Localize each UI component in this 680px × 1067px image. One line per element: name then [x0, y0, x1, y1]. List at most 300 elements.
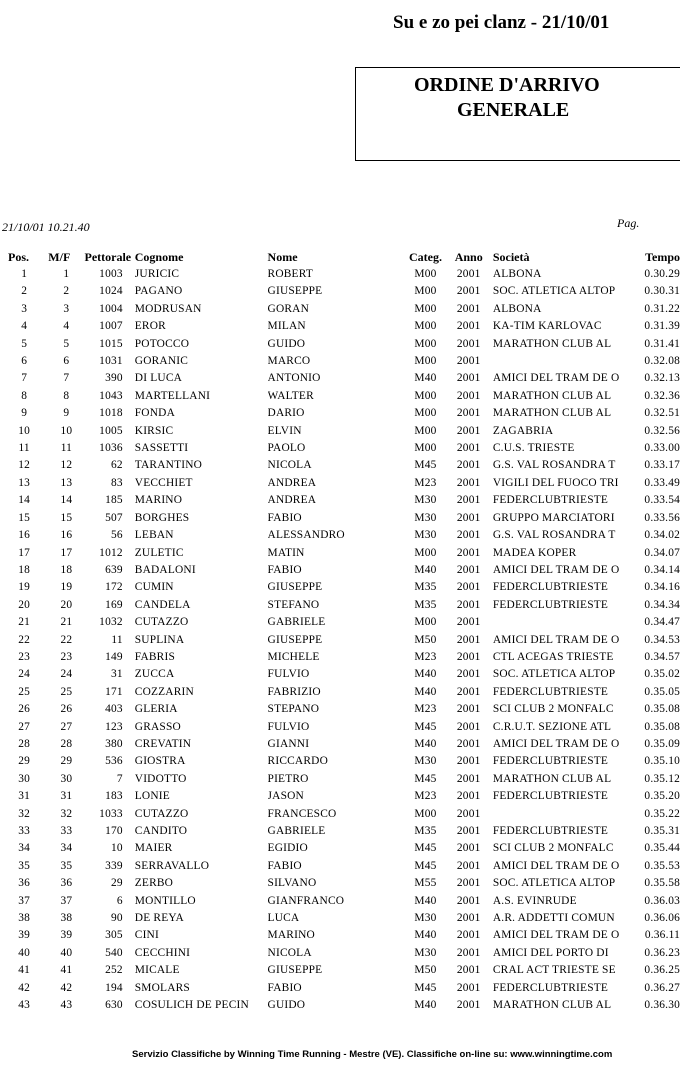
cell-nome: FABRIZIO: [267, 685, 321, 698]
cell-anno: 2001: [456, 268, 481, 280]
cell-tempo: 0.34.53: [644, 633, 680, 646]
cell-societa: GRUPPO MARCIATORI: [492, 511, 615, 524]
table-row: [0, 579, 680, 596]
table-row: [0, 475, 680, 492]
cell-cognome: SUPLINA: [134, 633, 185, 646]
cell-pettorale: 31: [110, 668, 123, 681]
cell-mf: 17: [60, 546, 73, 559]
cell-nome: DARIO: [267, 407, 305, 420]
cell-tempo: 0.35.10: [644, 755, 680, 768]
cell-pettorale: 83: [110, 476, 123, 489]
cell-tempo: 0.35.12: [644, 772, 680, 785]
cell-societa: A.R. ADDETTI COMUN: [492, 912, 615, 925]
cell-anno: 2001: [456, 424, 481, 437]
cell-cognome: VECCHIET: [134, 476, 193, 489]
cell-anno: 2001: [456, 320, 481, 333]
cell-societa: AMICI DEL TRAM DE O: [492, 737, 620, 750]
table-row: [0, 701, 680, 718]
table-row: [0, 875, 680, 892]
cell-pos: 19: [18, 581, 31, 594]
cell-pettorale: 630: [105, 999, 123, 1012]
cell-categ: M00: [414, 268, 437, 280]
cell-cognome: MAIER: [134, 842, 173, 855]
cell-categ: M00: [414, 807, 437, 820]
cell-categ: M30: [414, 529, 437, 542]
cell-mf: 41: [60, 964, 73, 977]
cell-nome: WALTER: [267, 389, 314, 402]
cell-mf: 16: [60, 529, 73, 542]
cell-tempo: 0.33.00: [644, 442, 680, 455]
cell-pos: 21: [18, 616, 31, 629]
cell-societa: MARATHON CLUB AL: [492, 407, 612, 420]
table-row: [0, 492, 680, 509]
cell-mf: 13: [60, 476, 73, 489]
cell-societa: G.S. VAL ROSANDRA T: [492, 459, 616, 472]
cell-categ: M23: [414, 790, 437, 803]
cell-tempo: 0.33.17: [644, 459, 680, 472]
report-title-line1: ORDINE D'ARRIVO: [414, 74, 600, 96]
cell-cognome: MODRUSAN: [134, 302, 202, 315]
cell-mf: 37: [60, 894, 73, 907]
cell-cognome: BADALONI: [134, 563, 196, 576]
cell-anno: 2001: [456, 285, 481, 298]
cell-tempo: 0.31.39: [644, 320, 680, 333]
cell-anno: 2001: [456, 442, 481, 455]
cell-nome: NICOLA: [267, 946, 312, 959]
cell-anno: 2001: [456, 703, 481, 716]
cell-nome: GABRIELE: [267, 825, 326, 837]
cell-societa: MADEA KOPER: [492, 546, 577, 559]
cell-mf: 15: [60, 511, 73, 524]
cell-nome: FABIO: [267, 859, 302, 872]
cell-pos: 39: [18, 929, 31, 942]
event-title: Su e zo pei clanz - 21/10/01: [393, 12, 610, 33]
cell-anno: 2001: [456, 964, 481, 977]
cell-cognome: MARTELLANI: [134, 389, 211, 402]
cell-nome: NICOLA: [267, 459, 312, 472]
cell-pettorale: 540: [105, 946, 123, 959]
cell-pos: 30: [18, 772, 31, 785]
table-row: [0, 597, 680, 614]
cell-societa: SCI CLUB 2 MONFALC: [492, 842, 614, 855]
cell-categ: M30: [414, 494, 437, 507]
cell-cognome: MARINO: [134, 494, 183, 507]
cell-cognome: CUMIN: [134, 581, 174, 594]
cell-pos: 4: [21, 320, 28, 333]
cell-tempo: 0.34.07: [644, 546, 680, 559]
cell-nome: ANDREA: [267, 494, 317, 507]
cell-tempo: 0.34.34: [644, 598, 680, 611]
table-row: [0, 318, 680, 335]
cell-categ: M55: [414, 877, 437, 890]
table-row: [0, 649, 680, 666]
cell-mf: 4: [63, 320, 70, 333]
cell-cognome: ZULETIC: [134, 546, 184, 559]
cell-tempo: 0.34.57: [644, 650, 680, 663]
cell-pettorale: 507: [105, 511, 123, 524]
cell-mf: 11: [60, 442, 73, 455]
table-row: [0, 927, 680, 944]
cell-pettorale: 1032: [99, 616, 123, 629]
cell-tempo: 0.36.11: [644, 929, 680, 942]
cell-categ: M00: [414, 407, 437, 420]
cell-categ: M50: [414, 633, 437, 646]
cell-anno: 2001: [456, 737, 481, 750]
cell-pos: 38: [18, 912, 31, 925]
cell-tempo: 0.35.09: [644, 737, 680, 750]
cell-pos: 12: [18, 459, 31, 472]
cell-pos: 36: [18, 877, 31, 890]
cell-categ: M30: [414, 755, 437, 768]
cell-pettorale: 536: [105, 755, 123, 768]
cell-societa: AMICI DEL TRAM DE O: [492, 633, 620, 646]
cell-mf: 20: [60, 598, 73, 611]
cell-pettorale: 1012: [99, 546, 123, 559]
table-row: [0, 753, 680, 770]
cell-tempo: 0.36.27: [644, 981, 680, 994]
cell-pettorale: 56: [110, 529, 123, 542]
cell-mf: 35: [60, 859, 73, 872]
cell-anno: 2001: [456, 616, 481, 629]
cell-anno: 2001: [456, 685, 481, 698]
cell-pos: 10: [18, 424, 31, 437]
col-header-pos: Pos.: [8, 250, 29, 264]
cell-nome: LUCA: [267, 912, 300, 925]
cell-cognome: GLERIA: [134, 703, 178, 716]
cell-societa: AMICI DEL TRAM DE O: [492, 563, 620, 576]
cell-nome: MARCO: [267, 355, 311, 368]
cell-pos: 7: [21, 372, 28, 385]
cell-categ: M45: [414, 459, 437, 472]
cell-mf: 24: [60, 668, 73, 681]
cell-pettorale: 183: [105, 790, 123, 803]
cell-cognome: VIDOTTO: [134, 772, 187, 785]
cell-cognome: LONIE: [134, 790, 170, 803]
cell-societa: FEDERCLUBTRIESTE: [492, 598, 609, 611]
cell-anno: 2001: [456, 981, 481, 994]
col-header-categ: Categ.: [408, 250, 442, 264]
cell-nome: GABRIELE: [267, 616, 326, 629]
cell-cognome: MONTILLO: [134, 894, 196, 907]
cell-categ: M23: [414, 476, 437, 489]
table-row: [0, 666, 680, 683]
cell-societa: [493, 353, 634, 370]
cell-tempo: 0.33.49: [644, 476, 680, 489]
cell-pettorale: 90: [110, 912, 123, 925]
cell-categ: M35: [414, 825, 437, 837]
cell-tempo: 0.31.41: [644, 337, 680, 350]
cell-tempo: 0.33.56: [644, 511, 680, 524]
cell-categ: M45: [414, 842, 437, 855]
cell-pettorale: 1024: [99, 285, 123, 298]
cell-societa: C.U.S. TRIESTE: [492, 442, 575, 455]
cell-cognome: CINI: [134, 929, 159, 942]
cell-mf: 21: [60, 616, 73, 629]
cell-categ: M40: [414, 685, 437, 698]
cell-pos: 43: [18, 999, 31, 1012]
cell-pettorale: 149: [105, 650, 123, 663]
cell-tempo: 0.36.23: [644, 946, 680, 959]
cell-categ: M40: [414, 563, 437, 576]
cell-cognome: DI LUCA: [134, 372, 183, 385]
cell-cognome: DE REYA: [134, 912, 184, 925]
cell-pettorale: 1005: [99, 424, 123, 437]
cell-nome: STEFANO: [267, 598, 320, 611]
cell-nome: FULVIO: [267, 668, 310, 681]
cell-nome: GIUSEPPE: [267, 581, 323, 594]
report-title-line2: GENERALE: [457, 99, 570, 121]
cell-tempo: 0.35.02: [644, 668, 680, 681]
cell-mf: 30: [60, 772, 73, 785]
cell-tempo: 0.32.08: [644, 355, 680, 368]
cell-pettorale: 639: [105, 563, 123, 576]
cell-categ: M00: [414, 442, 437, 455]
cell-cognome: CANDITO: [134, 825, 188, 837]
cell-anno: 2001: [456, 999, 481, 1012]
cell-anno: 2001: [456, 755, 481, 768]
cell-pos: 1: [21, 268, 28, 280]
table-header-row: [0, 249, 680, 266]
cell-pos: 20: [18, 598, 31, 611]
cell-categ: M40: [414, 894, 437, 907]
table-row: [0, 736, 680, 753]
cell-categ: M30: [414, 511, 437, 524]
cell-cognome: GORANIC: [134, 355, 189, 368]
cell-categ: M00: [414, 320, 437, 333]
cell-nome: ANDREA: [267, 476, 317, 489]
results-table: [0, 249, 680, 1014]
cell-mf: 38: [60, 912, 73, 925]
cell-nome: FABIO: [267, 981, 302, 994]
cell-pettorale: 29: [110, 877, 123, 890]
cell-pos: 27: [18, 720, 31, 733]
cell-tempo: 0.35.53: [644, 859, 680, 872]
cell-nome: PAOLO: [267, 442, 306, 455]
cell-societa: [493, 614, 634, 631]
cell-mf: 40: [60, 946, 73, 959]
cell-nome: MATIN: [267, 546, 305, 559]
table-row: [0, 527, 680, 544]
cell-mf: 43: [60, 999, 73, 1012]
cell-mf: 3: [63, 302, 70, 315]
cell-pos: 25: [18, 685, 31, 698]
cell-cognome: MICALE: [134, 964, 180, 977]
cell-tempo: 0.32.51: [644, 407, 680, 420]
cell-pos: 6: [21, 355, 28, 368]
cell-anno: 2001: [456, 772, 481, 785]
cell-societa: A.S. EVINRUDE: [492, 894, 577, 907]
cell-categ: M50: [414, 964, 437, 977]
cell-anno: 2001: [456, 790, 481, 803]
cell-anno: 2001: [456, 894, 481, 907]
cell-pos: 11: [18, 442, 30, 455]
table-row: [0, 440, 680, 457]
cell-anno: 2001: [456, 650, 481, 663]
cell-tempo: 0.30.31: [644, 285, 680, 298]
cell-societa: KA-TIM KARLOVAC: [492, 320, 602, 333]
cell-pettorale: 194: [105, 981, 123, 994]
cell-societa: ALBONA: [492, 302, 542, 315]
cell-nome: GIANFRANCO: [267, 894, 345, 907]
table-row: [0, 962, 680, 979]
cell-pos: 28: [18, 737, 31, 750]
cell-mf: 7: [63, 372, 70, 385]
cell-categ: M45: [414, 859, 437, 872]
cell-anno: 2001: [456, 842, 481, 855]
cell-mf: 5: [63, 337, 70, 350]
cell-pettorale: 1015: [99, 337, 123, 350]
cell-pos: 24: [18, 668, 31, 681]
cell-mf: 36: [60, 877, 73, 890]
cell-pos: 33: [18, 825, 31, 837]
col-header-nome: Nome: [267, 250, 298, 264]
cell-societa: C.R.U.T. SEZIONE ATL: [492, 720, 612, 733]
cell-mf: 27: [60, 720, 73, 733]
cell-pettorale: 6: [116, 894, 123, 907]
cell-pos: 9: [21, 407, 28, 420]
col-header-societa: Società: [492, 250, 530, 264]
cell-cognome: ZERBO: [134, 877, 174, 890]
cell-pettorale: 252: [105, 964, 123, 977]
cell-anno: 2001: [456, 825, 481, 837]
cell-pos: 23: [18, 650, 31, 663]
table-row: [0, 945, 680, 962]
table-row: [0, 840, 680, 857]
table-row: [0, 806, 680, 823]
col-header-mf: M/F: [48, 250, 71, 264]
cell-cognome: CUTAZZO: [134, 616, 189, 629]
cell-categ: M40: [414, 929, 437, 942]
cell-pettorale: 1036: [99, 442, 123, 455]
cell-societa: FEDERCLUBTRIESTE: [492, 825, 609, 837]
cell-societa: ALBONA: [492, 268, 542, 280]
cell-nome: GUIDO: [267, 999, 306, 1012]
cell-tempo: 0.34.02: [644, 529, 680, 542]
cell-pos: 17: [18, 546, 31, 559]
cell-societa: FEDERCLUBTRIESTE: [492, 685, 609, 698]
cell-societa: SCI CLUB 2 MONFALC: [492, 703, 614, 716]
cell-pos: 3: [21, 302, 28, 315]
cell-tempo: 0.36.06: [644, 912, 680, 925]
cell-tempo: 0.35.05: [644, 685, 680, 698]
cell-tempo: 0.36.03: [644, 894, 680, 907]
cell-pos: 41: [18, 964, 31, 977]
cell-cognome: SASSETTI: [134, 442, 189, 455]
cell-mf: 14: [60, 494, 73, 507]
cell-cognome: ZUCCA: [134, 668, 175, 681]
cell-pos: 29: [18, 755, 31, 768]
table-row: [0, 266, 680, 283]
cell-categ: M40: [414, 737, 437, 750]
cell-mf: 1: [63, 268, 70, 280]
cell-pettorale: 339: [105, 859, 123, 872]
cell-pettorale: 170: [105, 825, 123, 837]
cell-anno: 2001: [456, 946, 481, 959]
cell-tempo: 0.30.29: [644, 268, 680, 280]
cell-mf: 42: [60, 981, 73, 994]
footer-credit: Servizio Classifiche by Winning Time Running - Mestre (VE). Classifiche on-line su: www.winningtime.com: [132, 1049, 613, 1060]
cell-mf: 6: [63, 355, 70, 368]
cell-societa: CRAL ACT TRIESTE SE: [492, 964, 616, 977]
table-row: [0, 632, 680, 649]
cell-categ: M35: [414, 598, 437, 611]
cell-anno: 2001: [456, 912, 481, 925]
cell-categ: M40: [414, 372, 437, 385]
cell-anno: 2001: [456, 546, 481, 559]
cell-pettorale: 305: [105, 929, 123, 942]
cell-nome: SILVANO: [267, 877, 317, 890]
cell-tempo: 0.35.58: [644, 877, 680, 890]
cell-cognome: PAGANO: [134, 285, 183, 298]
cell-nome: GIUSEPPE: [267, 964, 323, 977]
cell-societa: SOC. ATLETICA ALTOP: [492, 877, 616, 890]
cell-pos: 13: [18, 476, 31, 489]
cell-nome: EGIDIO: [267, 842, 308, 855]
cell-pettorale: 11: [111, 633, 123, 646]
cell-mf: 28: [60, 737, 73, 750]
cell-anno: 2001: [456, 337, 481, 350]
cell-pettorale: 10: [110, 842, 123, 855]
table-row: [0, 858, 680, 875]
cell-mf: 22: [60, 633, 73, 646]
cell-societa: MARATHON CLUB AL: [492, 999, 612, 1012]
cell-cognome: FONDA: [134, 407, 176, 420]
cell-cognome: LEBAN: [134, 529, 174, 542]
table-row: [0, 370, 680, 387]
table-row: [0, 388, 680, 405]
cell-pos: 2: [21, 285, 28, 298]
table-row: [0, 301, 680, 318]
cell-societa: [493, 806, 634, 823]
cell-tempo: 0.32.56: [644, 424, 680, 437]
cell-societa: FEDERCLUBTRIESTE: [492, 494, 609, 507]
cell-pos: 22: [18, 633, 31, 646]
cell-mf: 31: [60, 790, 73, 803]
cell-societa: AMICI DEL TRAM DE O: [492, 929, 620, 942]
table-row: [0, 684, 680, 701]
cell-cognome: SMOLARS: [134, 981, 190, 994]
cell-pettorale: 169: [105, 598, 123, 611]
col-header-anno: Anno: [454, 250, 483, 264]
cell-mf: 19: [60, 581, 73, 594]
cell-anno: 2001: [456, 633, 481, 646]
cell-nome: PIETRO: [267, 772, 309, 785]
cell-nome: FABIO: [267, 563, 302, 576]
cell-pettorale: 1043: [99, 389, 123, 402]
cell-cognome: CANDELA: [134, 598, 191, 611]
cell-societa: FEDERCLUBTRIESTE: [492, 790, 609, 803]
table-row: [0, 283, 680, 300]
cell-pettorale: 403: [105, 703, 123, 716]
cell-societa: FEDERCLUBTRIESTE: [492, 581, 609, 594]
table-row: [0, 562, 680, 579]
cell-nome: RICCARDO: [267, 755, 328, 768]
cell-mf: 25: [60, 685, 73, 698]
col-header-tempo: Tempo: [645, 250, 680, 264]
cell-nome: ROBERT: [267, 268, 313, 280]
table-row: [0, 823, 680, 840]
table-row: [0, 910, 680, 927]
cell-pettorale: 172: [105, 581, 123, 594]
cell-nome: GIUSEPPE: [267, 285, 323, 298]
cell-tempo: 0.32.13: [644, 372, 680, 385]
cell-societa: CTL ACEGAS TRIESTE: [492, 650, 614, 663]
cell-nome: JASON: [267, 790, 304, 803]
cell-societa: ZAGABRIA: [492, 424, 554, 437]
cell-cognome: CECCHINI: [134, 946, 191, 959]
cell-societa: MARATHON CLUB AL: [492, 772, 612, 785]
cell-cognome: COSULICH DE PECIN: [134, 999, 249, 1012]
